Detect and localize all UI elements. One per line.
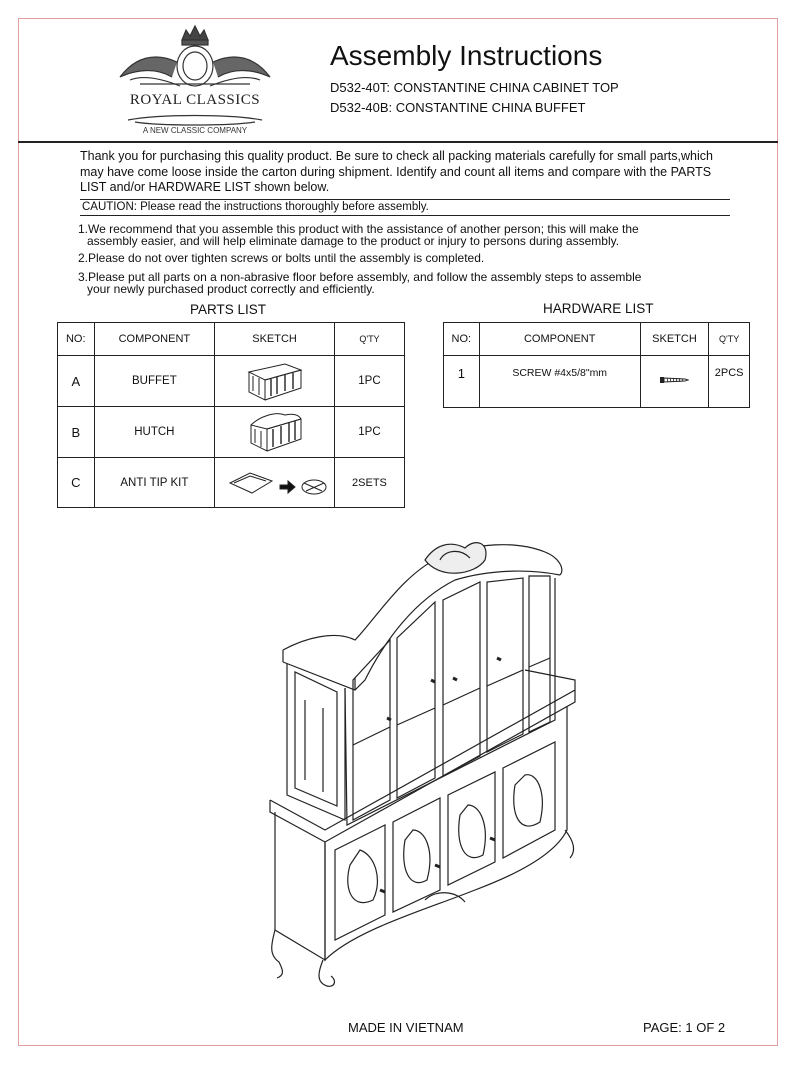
- note-3: 3.Please put all parts on a non-abrasive floor before assembly, and follow the assembly steps to assemble your newly purchased product correctly and efficiently.: [78, 270, 642, 296]
- brand-name: ROYAL CLASSICS: [129, 92, 261, 108]
- parts-list-table: [57, 322, 405, 508]
- page-number: PAGE: 1 OF 2: [643, 1020, 726, 1035]
- crown-crest-icon: [100, 22, 290, 140]
- page-title: Assembly Instructions: [330, 40, 603, 71]
- note-1: 1.We recommend that you assemble this product with the assistance of another person; this will make the assembly easier, and will help eliminate damage to the product or injury to persons during assembly.: [78, 222, 639, 248]
- table-row: A BUFFET 1PC: [58, 356, 405, 407]
- table-row: 1 SCREW #4x5/8"mm 2PCS: [444, 356, 750, 408]
- hardware-list-title: HARDWARE LIST: [543, 301, 654, 316]
- model-top: D532-40T: CONSTANTINE CHINA CABINET TOP: [330, 80, 619, 95]
- china-cabinet-illustration: [265, 530, 585, 990]
- brand-tagline: A NEW CLASSIC COMPANY: [142, 126, 248, 135]
- hutch-sketch: [215, 407, 335, 458]
- table-header-row: NO: COMPONENT SKETCH Q'TY: [444, 323, 750, 356]
- brand-logo: [100, 22, 290, 140]
- caution-note: CAUTION: Please read the instructions thoroughly before assembly.: [80, 199, 730, 216]
- anti-tip-kit-sketch: [215, 458, 335, 508]
- table-header-row: NO: COMPONENT SKETCH Q'TY: [58, 323, 405, 356]
- parts-list-title: PARTS LIST: [190, 302, 267, 317]
- model-buffet: D532-40B: CONSTANTINE CHINA BUFFET: [330, 100, 586, 115]
- table-row: B HUTCH 1PC: [58, 407, 405, 458]
- origin-label: MADE IN VIETNAM: [348, 1020, 464, 1035]
- intro-paragraph: Thank you for purchasing this quality product. Be sure to check all packing materials carefully for small parts,which may have come loose inside the carton during shipment. Identify and count all items and compare with the PARTS LIST and/or HARDWARE LIST shown below.: [80, 149, 713, 194]
- table-row: C ANTI TIP KIT 2SETS: [58, 458, 405, 508]
- buffet-sketch: [215, 356, 335, 407]
- header-divider: [18, 141, 778, 143]
- note-2: 2.Please do not over tighten screws or bolts until the assembly is completed.: [78, 251, 485, 265]
- screw-sketch: [640, 356, 709, 408]
- hardware-list-table: [443, 322, 750, 408]
